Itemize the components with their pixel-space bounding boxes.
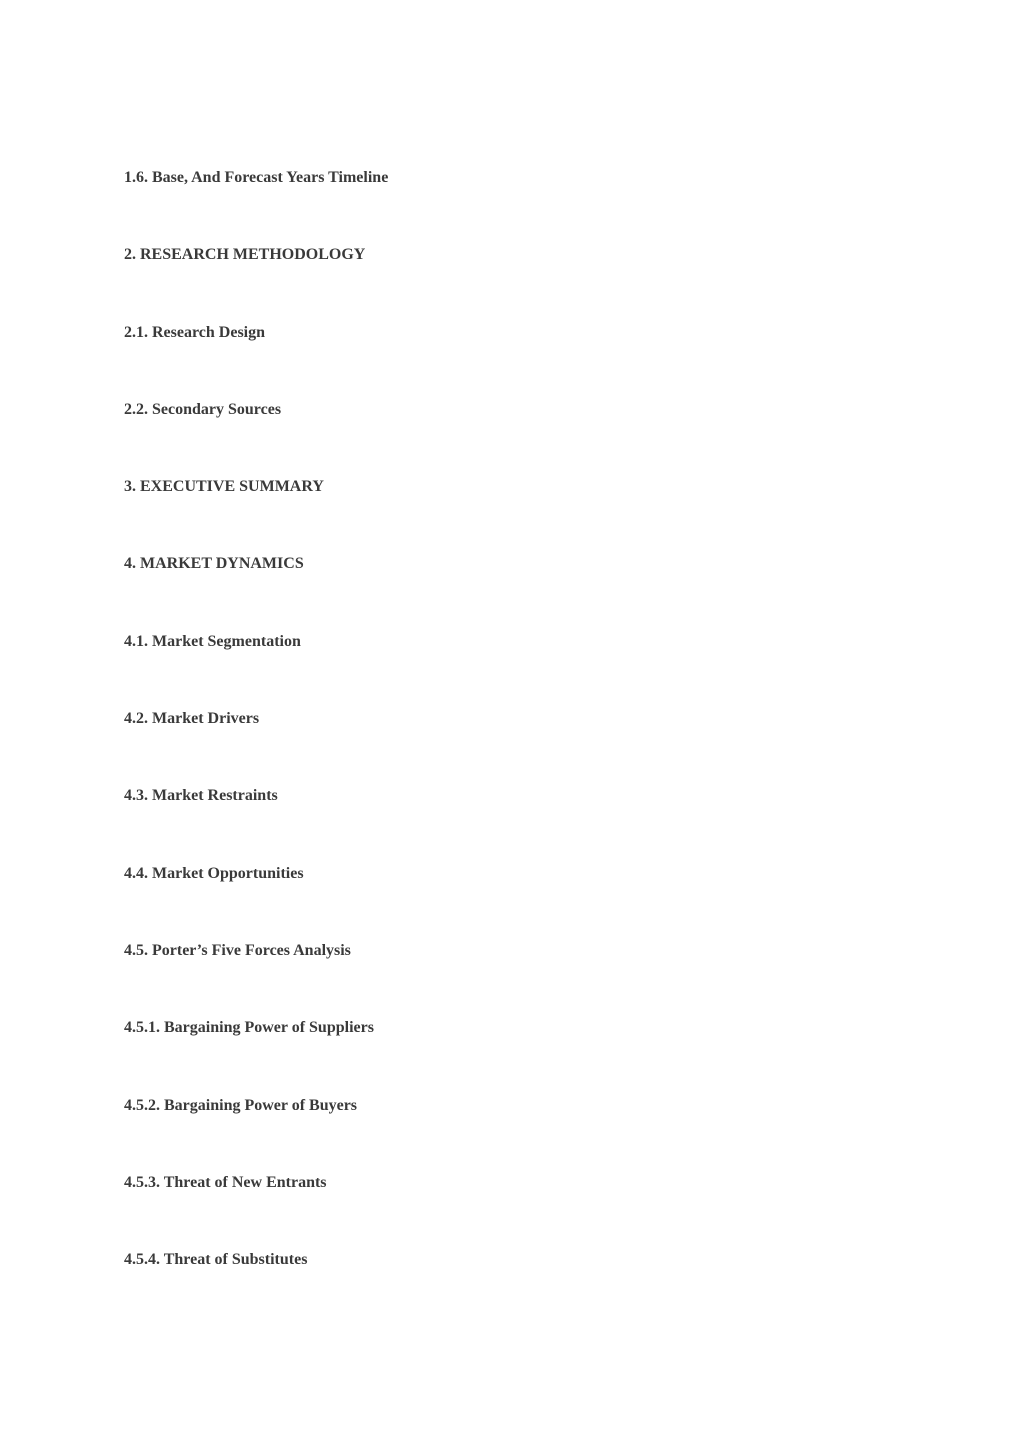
toc-entry-3: 3. EXECUTIVE SUMMARY xyxy=(124,478,324,496)
toc-entry-4-2: 4.2. Market Drivers xyxy=(124,710,260,728)
toc-entry-4-5-1: 4.5.1. Bargaining Power of Suppliers xyxy=(124,1019,374,1037)
toc-entry-4-5-3: 4.5.3. Threat of New Entrants xyxy=(124,1173,327,1191)
toc-entry-1-6: 1.6. Base, And Forecast Years Timeline xyxy=(124,169,389,186)
toc-entry-4-3: 4.3. Market Restraints xyxy=(124,787,278,805)
table-of-contents xyxy=(124,167,388,1326)
toc-entry-4-1: 4.1. Market Segmentation xyxy=(124,632,301,650)
toc-entry-4-5-4: 4.5.4. Threat of Substitutes xyxy=(124,1251,308,1269)
toc-entry-2-1: 2.1. Research Design xyxy=(124,323,266,341)
toc-entry-2: 2. RESEARCH METHODOLOGY xyxy=(124,246,366,264)
toc-entry-2-2: 2.2. Secondary Sources xyxy=(124,400,282,418)
toc-entry-4-5-2: 4.5.2. Bargaining Power of Buyers xyxy=(124,1096,358,1114)
toc-entry-4-5: 4.5. Porter’s Five Forces Analysis xyxy=(124,941,351,959)
toc-entry-4-4: 4.4. Market Opportunities xyxy=(124,864,304,882)
toc-entry-4: 4. MARKET DYNAMICS xyxy=(124,555,304,573)
